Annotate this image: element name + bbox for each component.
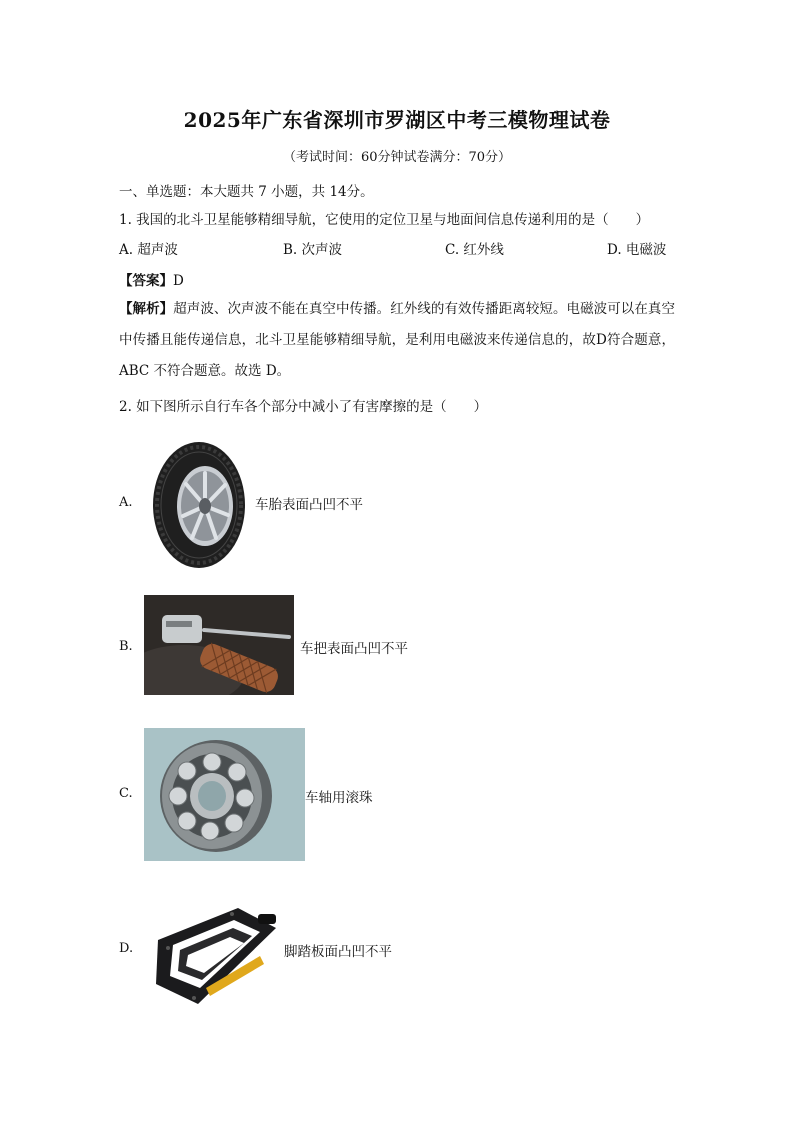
tire-image — [150, 440, 248, 570]
ball-bearing-image — [144, 728, 305, 861]
analysis-tag: 【解析】 — [119, 301, 174, 317]
analysis-paragraph — [119, 294, 675, 387]
exam-info: （考试时间：60分钟试卷满分：70分） — [282, 150, 512, 165]
choice-c-letter: C. — [119, 786, 133, 801]
pedal-image — [148, 900, 280, 1012]
answer-tag: 【答案】 — [119, 273, 173, 289]
analysis-text: 超声波、次声波不能在真空中传播。红外线的有效传播距离较短。电磁波可以在真空中传播且能传递信息，北斗卫星能够精细导航，是利用电磁波来传递信息的，故D符合题意，ABC 不符合题意。故选 D。 — [119, 301, 675, 379]
handlebar-grip-image — [144, 595, 294, 695]
choice-d-letter: D. — [119, 941, 134, 956]
option-c: C. 红外线 — [445, 242, 504, 258]
choice-d-caption: 脚踏板面凸凹不平 — [284, 944, 392, 960]
question-1-options — [119, 238, 675, 258]
option-a: A. 超声波 — [119, 242, 178, 258]
question-2-stem: 2. 如下图所示自行车各个部分中减小了有害摩擦的是（ ） — [119, 399, 488, 415]
option-d: D. 电磁波 — [607, 242, 667, 258]
section-heading: 一、单选题：本大题共 7 小题，共 14分。 — [119, 184, 374, 200]
answer-value: D — [173, 273, 184, 289]
choice-a-caption: 车胎表面凸凹不平 — [255, 497, 363, 513]
choice-b-caption: 车把表面凸凹不平 — [300, 641, 408, 657]
choice-b-letter: B. — [119, 639, 133, 654]
answer-line — [119, 269, 184, 289]
choice-c-caption: 车轴用滚珠 — [305, 790, 373, 806]
document-title: 2025年广东省深圳市罗湖区中考三模物理试卷 — [183, 108, 611, 132]
question-1-stem: 1. 我国的北斗卫星能够精细导航，它使用的定位卫星与地面间信息传递利用的是（ ） — [119, 212, 650, 228]
choice-a-letter: A. — [119, 495, 133, 510]
option-b: B. 次声波 — [283, 242, 343, 258]
